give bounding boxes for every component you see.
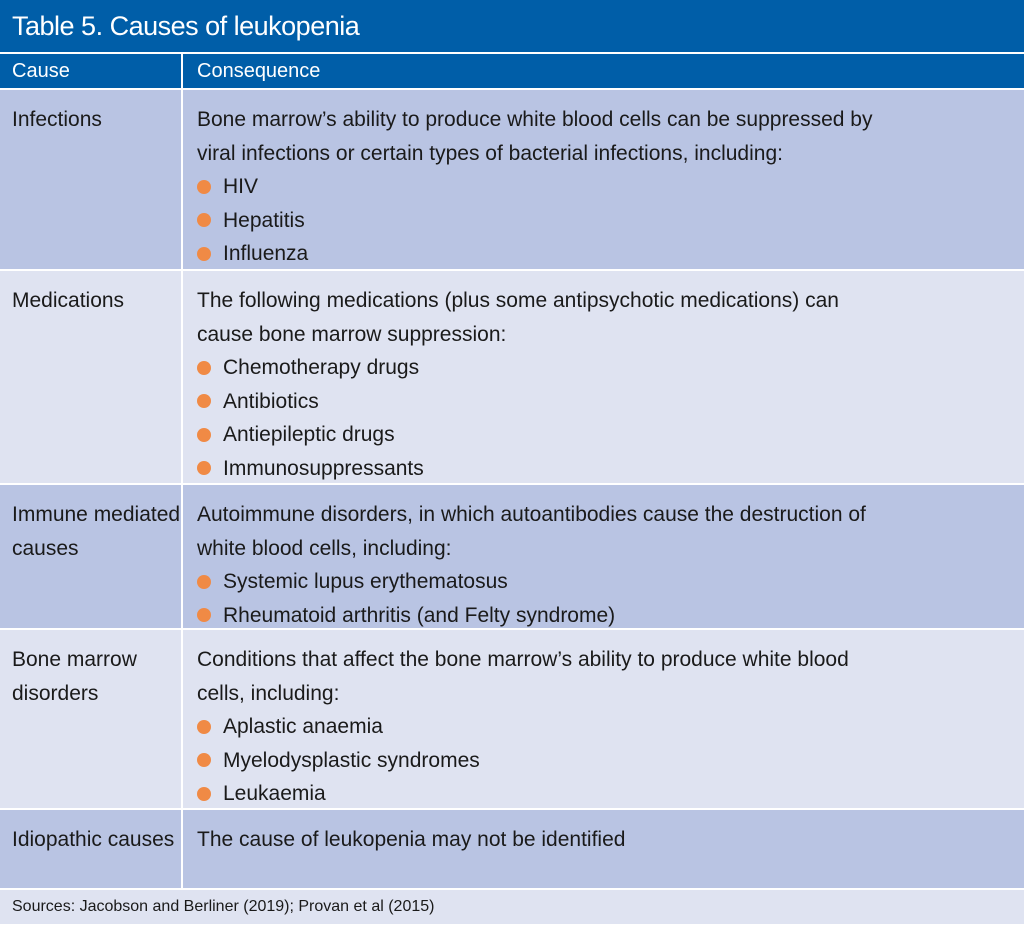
bullet-list: [197, 565, 884, 632]
bullet-dot-icon: [197, 753, 211, 767]
list-item: [197, 599, 884, 633]
list-item-text: Rheumatoid arthritis (and Felty syndrome): [223, 603, 616, 627]
table-row: [0, 808, 1024, 888]
list-item-text: Hepatitis: [223, 208, 305, 232]
bullet-dot-icon: [197, 461, 211, 475]
bullet-list: [197, 710, 884, 811]
consequence-text: Conditions that affect the bone marrow’s ability to produce white blood cells, including:: [197, 648, 849, 705]
list-item-text: Influenza: [223, 242, 309, 265]
consequence-text: The cause of leukopenia may not be identified: [197, 828, 626, 851]
list-item-text: Myelodysplastic syndromes: [223, 748, 480, 772]
consequence-cell: [183, 271, 1024, 483]
cause-cell: Medications: [0, 271, 183, 483]
bullet-list: [197, 170, 884, 271]
bullet-dot-icon: [197, 787, 211, 801]
list-item-text: HIV: [223, 175, 259, 198]
consequence-text: Bone marrow’s ability to produce white blood cells can be suppressed by viral infections or certain types of bacterial infections, including:: [197, 108, 873, 165]
header-cause: Cause: [0, 54, 183, 88]
header-consequence: Consequence: [197, 59, 321, 82]
list-item: [197, 385, 884, 419]
bullet-dot-icon: [197, 247, 211, 261]
bullet-dot-icon: [197, 213, 211, 227]
bullet-dot-icon: [197, 575, 211, 589]
bullet-dot-icon: [197, 428, 211, 442]
table-header: [0, 52, 1024, 88]
bullet-list: [197, 351, 884, 485]
cause-cell: Immune mediated causes: [0, 485, 183, 628]
list-item: [197, 351, 884, 385]
list-item-text: Systemic lupus erythematosus: [223, 570, 508, 593]
consequence-text: The following medications (plus some antipsychotic medications) can cause bone marrow suppression:: [197, 289, 839, 346]
table-title: Table 5. Causes of leukopenia: [0, 0, 1024, 52]
list-item: [197, 777, 884, 811]
consequence-cell: [183, 630, 1024, 808]
consequence-cell: [183, 810, 1024, 888]
cause-cell: Idiopathic causes: [0, 810, 183, 888]
bullet-dot-icon: [197, 361, 211, 375]
list-item-text: Chemotherapy drugs: [223, 356, 420, 379]
list-item-text: Immunosuppressants: [223, 456, 424, 480]
list-item-text: Aplastic anaemia: [223, 715, 383, 738]
list-item: [197, 170, 884, 204]
list-item: [197, 452, 884, 486]
bullet-dot-icon: [197, 180, 211, 194]
list-item: [197, 418, 884, 452]
table-row: [0, 628, 1024, 808]
table-row: [0, 269, 1024, 483]
sources-note: Sources: Jacobson and Berliner (2019); Provan et al (2015): [0, 888, 1024, 924]
list-item: [197, 744, 884, 778]
cause-cell: Infections: [0, 90, 183, 269]
list-item: [197, 565, 884, 599]
bullet-dot-icon: [197, 394, 211, 408]
bullet-dot-icon: [197, 608, 211, 622]
list-item-text: Antibiotics: [223, 389, 319, 413]
list-item-text: Antiepileptic drugs: [223, 423, 395, 446]
table-row: [0, 483, 1024, 628]
cause-cell: Bone marrow disorders: [0, 630, 183, 808]
consequence-cell: [183, 90, 1024, 269]
list-item: [197, 237, 884, 271]
list-item-text: Leukaemia: [223, 782, 326, 805]
consequence-cell: [183, 485, 1024, 628]
table-row: [0, 88, 1024, 269]
list-item: [197, 710, 884, 744]
consequence-text: Autoimmune disorders, in which autoantibodies cause the destruction of white blood cells, including:: [197, 503, 866, 560]
list-item: [197, 204, 884, 238]
bullet-dot-icon: [197, 720, 211, 734]
